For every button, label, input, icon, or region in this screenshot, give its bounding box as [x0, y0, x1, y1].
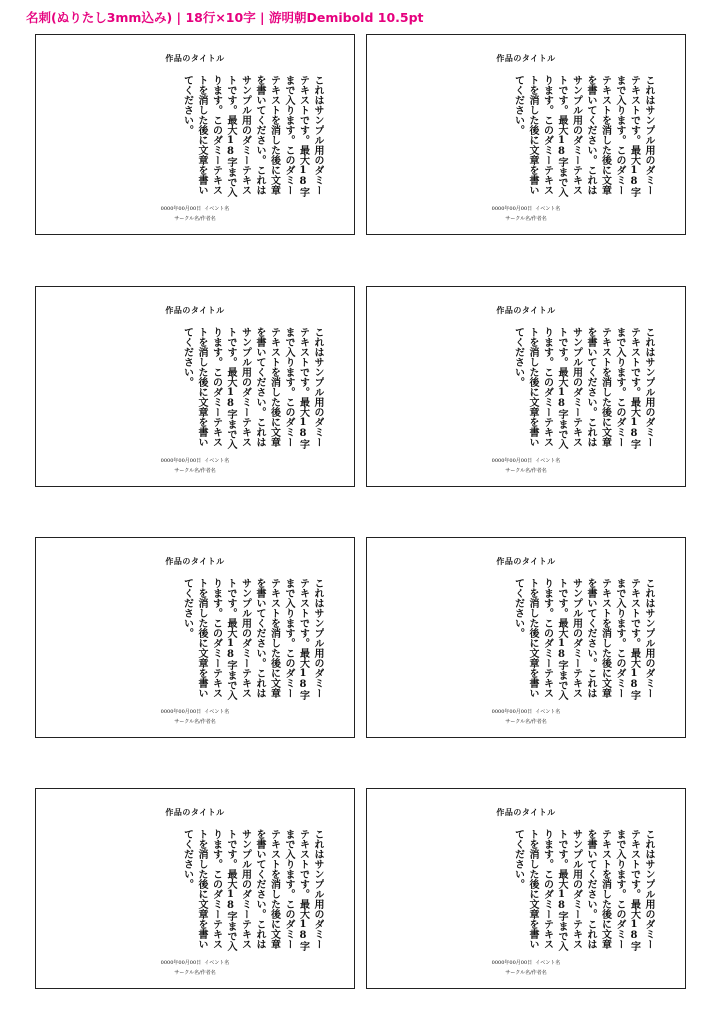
card-author: サークル名/作者名	[174, 970, 216, 976]
card-date-event: 0000年00月00日 イベント名	[491, 709, 561, 715]
page-header: 名刺(ぬりたし3mm込み) | 18行×10字 | 游明朝Demibold 10.5pt	[26, 10, 424, 25]
business-card	[35, 788, 355, 989]
card-date-event: 0000年00月00日 イベント名	[160, 709, 230, 715]
card-title: 作品のタイトル	[165, 556, 225, 566]
business-card	[366, 34, 686, 235]
card-author: サークル名/作者名	[505, 719, 547, 725]
card-title: 作品のタイトル	[165, 53, 225, 63]
card-body-text: これはサンプル用のダミーテキストです。最大18字まで入ります。このダミーテキストを消した後に文章を書いてください。これはサンプル用のダミーテキストです。最大18字まで入ります。このダミーテキストを消した後に文章を書いてください。	[181, 75, 323, 197]
card-date-event: 0000年00月00日 イベント名	[491, 458, 561, 464]
card-title: 作品のタイトル	[165, 807, 225, 817]
card-body-text: これはサンプル用のダミーテキストです。最大18字まで入ります。このダミーテキストを消した後に文章を書いてください。これはサンプル用のダミーテキストです。最大18字まで入ります。このダミーテキストを消した後に文章を書いてください。	[512, 75, 654, 197]
business-card	[366, 788, 686, 989]
business-card	[35, 34, 355, 235]
card-body-text: これはサンプル用のダミーテキストです。最大18字まで入ります。このダミーテキストを消した後に文章を書いてください。これはサンプル用のダミーテキストです。最大18字まで入ります。このダミーテキストを消した後に文章を書いてください。	[181, 578, 323, 700]
card-author: サークル名/作者名	[505, 970, 547, 976]
card-author: サークル名/作者名	[174, 468, 216, 474]
card-title: 作品のタイトル	[496, 53, 556, 63]
card-body-text: これはサンプル用のダミーテキストです。最大18字まで入ります。このダミーテキストを消した後に文章を書いてください。これはサンプル用のダミーテキストです。最大18字まで入ります。このダミーテキストを消した後に文章を書いてください。	[512, 829, 654, 951]
card-author: サークル名/作者名	[174, 719, 216, 725]
card-title: 作品のタイトル	[496, 556, 556, 566]
card-author: サークル名/作者名	[505, 468, 547, 474]
card-body-text: これはサンプル用のダミーテキストです。最大18字まで入ります。このダミーテキストを消した後に文章を書いてください。これはサンプル用のダミーテキストです。最大18字まで入ります。このダミーテキストを消した後に文章を書いてください。	[181, 829, 323, 951]
card-body-text: これはサンプル用のダミーテキストです。最大18字まで入ります。このダミーテキストを消した後に文章を書いてください。これはサンプル用のダミーテキストです。最大18字まで入ります。このダミーテキストを消した後に文章を書いてください。	[512, 578, 654, 700]
card-date-event: 0000年00月00日 イベント名	[491, 206, 561, 212]
card-date-event: 0000年00月00日 イベント名	[491, 960, 561, 966]
card-author: サークル名/作者名	[174, 216, 216, 222]
business-card	[366, 286, 686, 487]
card-date-event: 0000年00月00日 イベント名	[160, 960, 230, 966]
card-author: サークル名/作者名	[505, 216, 547, 222]
card-title: 作品のタイトル	[496, 807, 556, 817]
card-title: 作品のタイトル	[165, 305, 225, 315]
card-body-text: これはサンプル用のダミーテキストです。最大18字まで入ります。このダミーテキストを消した後に文章を書いてください。これはサンプル用のダミーテキストです。最大18字まで入ります。このダミーテキストを消した後に文章を書いてください。	[181, 327, 323, 449]
card-date-event: 0000年00月00日 イベント名	[160, 458, 230, 464]
business-card	[35, 537, 355, 738]
card-body-text: これはサンプル用のダミーテキストです。最大18字まで入ります。このダミーテキストを消した後に文章を書いてください。これはサンプル用のダミーテキストです。最大18字まで入ります。このダミーテキストを消した後に文章を書いてください。	[512, 327, 654, 449]
business-card	[366, 537, 686, 738]
card-title: 作品のタイトル	[496, 305, 556, 315]
card-date-event: 0000年00月00日 イベント名	[160, 206, 230, 212]
business-card	[35, 286, 355, 487]
